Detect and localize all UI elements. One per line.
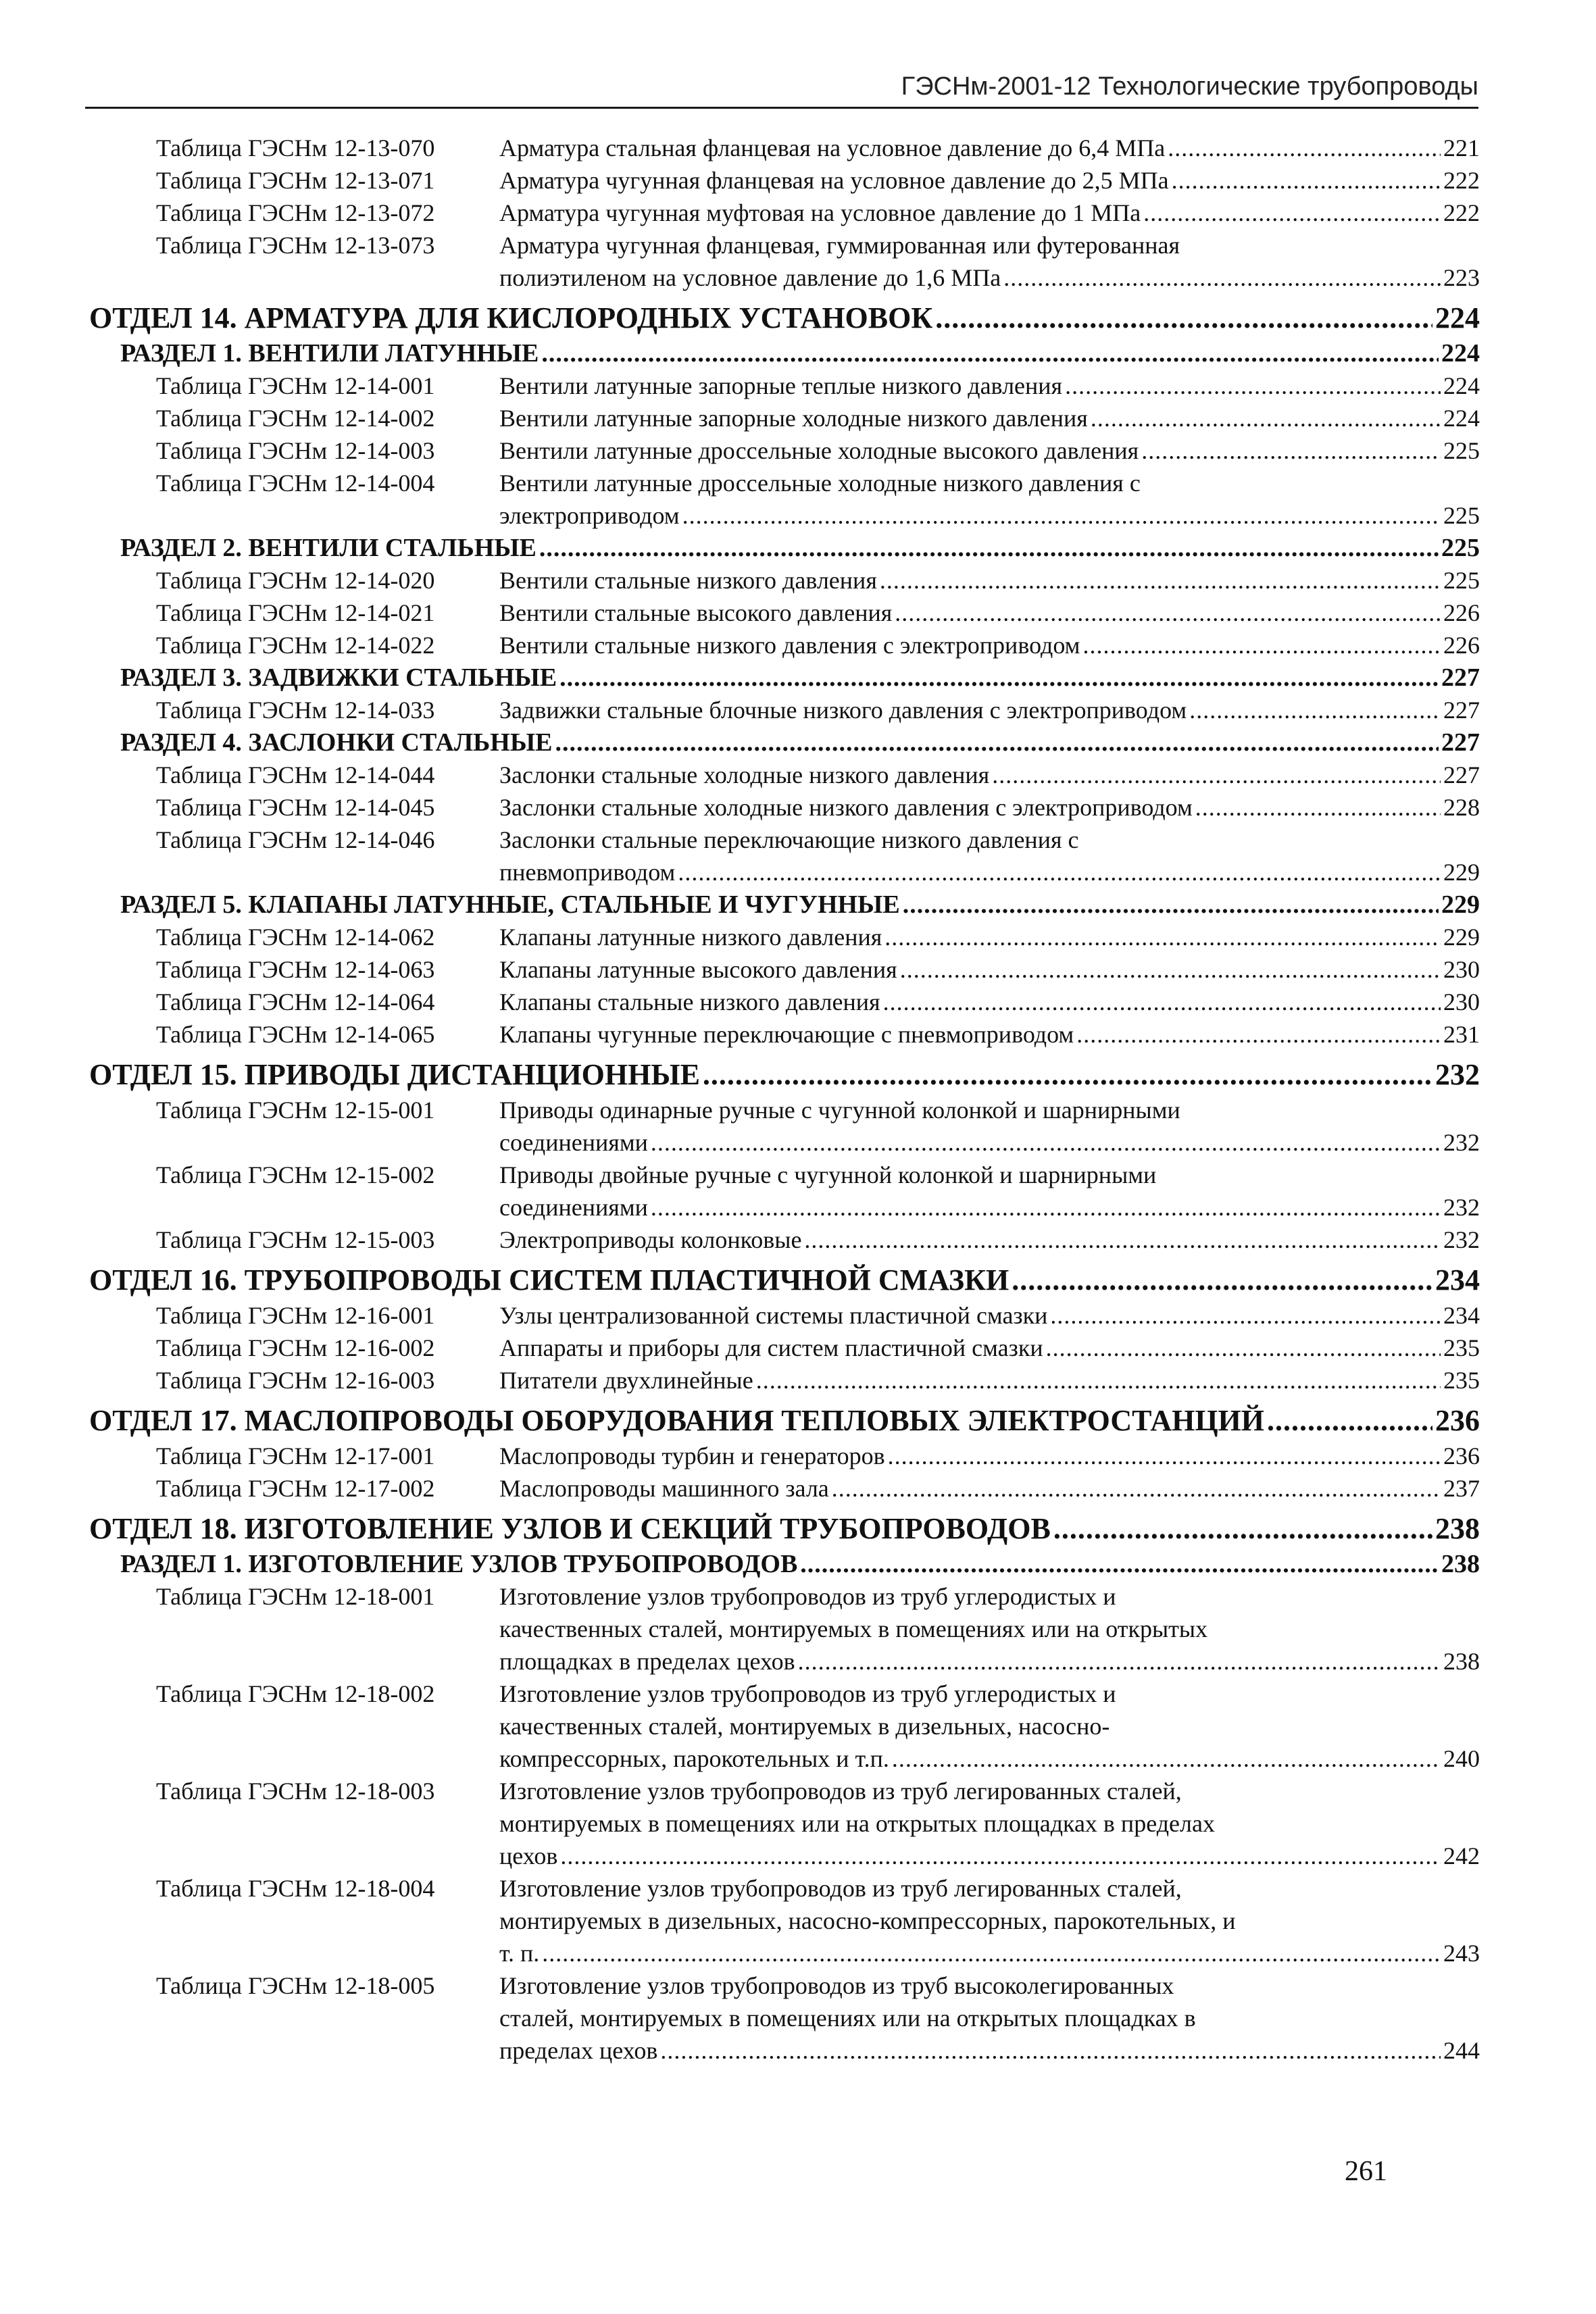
table-code: Таблица ГЭСНм 12-14-063: [156, 956, 435, 983]
table-entry-body: [499, 1224, 1480, 1256]
table-entry-body: [499, 759, 1480, 791]
table-code: Таблица ГЭСНм 12-14-064: [156, 988, 435, 1015]
table-code: Таблица ГЭСНм 12-18-005: [156, 1972, 435, 1999]
table-code: Таблица ГЭСНм 12-18-003: [156, 1778, 435, 1805]
razdel-page-ref: 227: [1441, 663, 1480, 692]
table-code: Таблица ГЭСНм 12-14-003: [156, 437, 435, 464]
table-page-ref: 224: [1443, 372, 1480, 399]
table-title-line: Изготовление узлов трубопроводов из труб углеродистых и: [499, 1583, 1116, 1610]
otdel-page-ref: 236: [1435, 1404, 1480, 1437]
toc-table-entry[interactable]: [89, 402, 1480, 434]
table-code: Таблица ГЭСНм 12-13-071: [156, 167, 435, 194]
table-entry-body: [499, 402, 1480, 434]
table-page-ref: 228: [1443, 794, 1480, 821]
table-entry-body: [499, 1472, 1480, 1505]
table-page-ref: 229: [1443, 924, 1480, 951]
toc-subsection-razdel[interactable]: [89, 726, 1480, 759]
table-page-ref: 229: [1443, 859, 1480, 886]
table-page-ref: 227: [1443, 761, 1480, 788]
table-of-contents: [89, 132, 1480, 2067]
table-code: Таблица ГЭСНм 12-13-072: [156, 199, 435, 226]
table-title: Маслопроводы машинного зала: [499, 1475, 829, 1502]
table-title: Вентили латунные запорные холодные низкого давления: [499, 405, 1088, 432]
dot-leader: [651, 1126, 1441, 1159]
toc-table-entry[interactable]: [89, 921, 1480, 953]
table-line: [499, 597, 1480, 629]
table-title: пределах цехов: [499, 2037, 658, 2064]
table-title: Узлы централизованной системы пластичной смазки: [499, 1302, 1048, 1329]
toc-section-otdel[interactable]: [89, 1056, 1480, 1094]
table-page-ref: 230: [1443, 988, 1480, 1015]
table-line: [499, 164, 1480, 197]
razdel-line: [120, 1548, 1480, 1580]
razdel-title: РАЗДЕЛ 1. ВЕНТИЛИ ЛАТУННЫЕ: [120, 339, 539, 368]
table-entry-body: [499, 986, 1480, 1018]
dot-leader: [542, 1937, 1441, 1969]
table-entry-body: [499, 921, 1480, 953]
table-entry-body: [499, 1332, 1480, 1364]
table-line: [499, 791, 1480, 824]
table-title: Арматура чугунная фланцевая на условное давление до 2,5 МПа: [499, 167, 1169, 194]
toc-section-otdel[interactable]: [89, 1510, 1480, 1548]
table-entry-body: [499, 1018, 1480, 1051]
toc-table-entry[interactable]: [89, 197, 1480, 229]
table-page-ref: 232: [1443, 1226, 1480, 1253]
razdel-line: [120, 337, 1480, 370]
table-title: Вентили стальные низкого давления с электроприводом: [499, 632, 1080, 659]
table-title: Задвижки стальные блочные низкого давления с электроприводом: [499, 697, 1187, 724]
dot-leader: [678, 856, 1441, 888]
otdel-title: ОТДЕЛ 16. ТРУБОПРОВОДЫ СИСТЕМ ПЛАСТИЧНОЙ СМАЗКИ: [89, 1263, 1009, 1297]
toc-table-entry[interactable]: [89, 1872, 1480, 1969]
table-code: Таблица ГЭСНм 12-16-001: [156, 1302, 435, 1329]
toc-table-entry[interactable]: [89, 1224, 1480, 1256]
table-entry-body: [499, 1580, 1480, 1678]
toc-table-entry[interactable]: [89, 1678, 1480, 1775]
toc-table-entry[interactable]: [89, 791, 1480, 824]
toc-table-entry[interactable]: [89, 1580, 1480, 1678]
table-title: Вентили стальные низкого давления: [499, 567, 877, 594]
toc-table-entry[interactable]: [89, 164, 1480, 197]
otdel-title: ОТДЕЛ 18. ИЗГОТОВЛЕНИЕ УЗЛОВ И СЕКЦИЙ ТРУБОПРОВОДОВ: [89, 1512, 1051, 1545]
table-page-ref: 223: [1443, 264, 1480, 291]
table-line: [499, 759, 1480, 791]
razdel-page-ref: 224: [1441, 339, 1480, 368]
razdel-line: [120, 726, 1480, 759]
table-page-ref: 224: [1443, 405, 1480, 432]
dot-leader: [1172, 164, 1441, 197]
razdel-title: РАЗДЕЛ 2. ВЕНТИЛИ СТАЛЬНЫЕ: [120, 534, 537, 562]
table-entry-body: [499, 1775, 1480, 1872]
table-code: Таблица ГЭСНм 12-14-045: [156, 794, 435, 821]
table-code: Таблица ГЭСНм 12-14-021: [156, 599, 435, 626]
otdel-line: [89, 1402, 1480, 1440]
table-title: компрессорных, парокотельных и т.п.: [499, 1745, 889, 1772]
dot-leader: [880, 564, 1441, 597]
table-code: Таблица ГЭСНм 12-15-002: [156, 1161, 435, 1188]
table-line: [499, 1191, 1480, 1224]
table-title: Маслопроводы турбин и генераторов: [499, 1442, 885, 1469]
table-line: [499, 1126, 1480, 1159]
table-title-line: Изготовление узлов трубопроводов из труб легированных сталей,: [499, 1875, 1182, 1902]
table-code: Таблица ГЭСНм 12-18-004: [156, 1875, 435, 1902]
table-title: соединениями: [499, 1194, 648, 1221]
table-code: Таблица ГЭСНм 12-14-044: [156, 761, 435, 788]
table-line: [499, 1472, 1480, 1505]
table-title-line: Изготовление узлов трубопроводов из труб легированных сталей,: [499, 1778, 1182, 1805]
dot-leader: [756, 1364, 1441, 1397]
toc-table-entry[interactable]: [89, 1018, 1480, 1051]
toc-table-entry[interactable]: [89, 1775, 1480, 1872]
table-page-ref: 240: [1443, 1745, 1480, 1772]
toc-table-entry[interactable]: [89, 1364, 1480, 1397]
dot-leader: [1082, 629, 1441, 661]
otdel-page-ref: 224: [1435, 301, 1480, 334]
table-code: Таблица ГЭСНм 12-13-070: [156, 134, 435, 161]
dot-leader: [1050, 1299, 1441, 1332]
toc-table-entry[interactable]: [89, 1332, 1480, 1364]
dot-leader: [798, 1645, 1441, 1678]
table-code: Таблица ГЭСНм 12-16-002: [156, 1334, 435, 1361]
table-line: [499, 1742, 1480, 1775]
table-line: [499, 856, 1480, 888]
table-page-ref: 235: [1443, 1367, 1480, 1394]
table-line: [499, 1018, 1480, 1051]
table-page-ref: 238: [1443, 1648, 1480, 1675]
table-line: [499, 434, 1480, 467]
table-title-line: Приводы одинарные ручные с чугунной колонкой и шарнирными: [499, 1097, 1180, 1124]
table-page-ref: 227: [1443, 697, 1480, 724]
table-line: [499, 1937, 1480, 1969]
toc-table-entry[interactable]: [89, 953, 1480, 986]
table-entry-body: [499, 564, 1480, 597]
dot-leader: [903, 888, 1439, 921]
table-title: Аппараты и приборы для систем пластичной смазки: [499, 1334, 1043, 1361]
table-page-ref: 221: [1443, 134, 1480, 161]
dot-leader: [559, 661, 1439, 694]
table-title: пневмоприводом: [499, 859, 676, 886]
table-line: [499, 1440, 1480, 1472]
otdel-title: ОТДЕЛ 15. ПРИВОДЫ ДИСТАНЦИОННЫЕ: [89, 1058, 700, 1091]
table-line: [499, 1364, 1480, 1397]
table-page-ref: 242: [1443, 1842, 1480, 1869]
otdel-title: ОТДЕЛ 14. АРМАТУРА ДЛЯ КИСЛОРОДНЫХ УСТАНОВОК: [89, 301, 933, 334]
table-entry-body: [499, 434, 1480, 467]
table-code: Таблица ГЭСНм 12-14-022: [156, 632, 435, 659]
razdel-title: РАЗДЕЛ 4. ЗАСЛОНКИ СТАЛЬНЫЕ: [120, 728, 553, 757]
table-line: [499, 1332, 1480, 1364]
table-title: Вентили латунные дроссельные холодные высокого давления: [499, 437, 1139, 464]
table-line: [499, 953, 1480, 986]
dot-leader: [1168, 132, 1441, 164]
razdel-title: РАЗДЕЛ 1. ИЗГОТОВЛЕНИЕ УЗЛОВ ТРУБОПРОВОДОВ: [120, 1550, 798, 1578]
table-page-ref: 226: [1443, 599, 1480, 626]
dot-leader: [651, 1191, 1441, 1224]
table-code: Таблица ГЭСНм 12-14-046: [156, 826, 435, 853]
table-entry-body: [499, 694, 1480, 726]
table-title: Вентили латунные запорные теплые низкого давления: [499, 372, 1063, 399]
toc-table-entry[interactable]: [89, 564, 1480, 597]
table-entry-body: [499, 1299, 1480, 1332]
toc-table-entry[interactable]: [89, 370, 1480, 402]
dot-leader: [895, 597, 1441, 629]
header-rule: [85, 107, 1478, 109]
dot-leader: [935, 299, 1432, 337]
dot-leader: [1076, 1018, 1441, 1051]
table-line: [499, 370, 1480, 402]
toc-table-entry[interactable]: [89, 132, 1480, 164]
page-number: 261: [1345, 2156, 1387, 2187]
dot-leader: [555, 726, 1439, 759]
dot-leader: [1091, 402, 1441, 434]
table-title: Клапаны латунные низкого давления: [499, 924, 882, 951]
table-title-line: качественных сталей, монтируемых в дизельных, насосно-: [499, 1713, 1110, 1740]
dot-leader: [1195, 791, 1441, 824]
table-line: [499, 564, 1480, 597]
table-title: т. п.: [499, 1940, 540, 1967]
table-code: Таблица ГЭСНм 12-15-001: [156, 1097, 435, 1124]
table-entry-body: [499, 229, 1480, 294]
otdel-line: [89, 1261, 1480, 1299]
table-page-ref: 235: [1443, 1334, 1480, 1361]
toc-table-entry[interactable]: [89, 694, 1480, 726]
table-line: [499, 921, 1480, 953]
toc-table-entry[interactable]: [89, 1969, 1480, 2067]
toc-table-entry[interactable]: [89, 629, 1480, 661]
table-entry-body: [499, 791, 1480, 824]
table-page-ref: 244: [1443, 2037, 1480, 2064]
toc-section-otdel[interactable]: [89, 1402, 1480, 1440]
table-title-line: сталей, монтируемых в помещениях или на открытых площадках в: [499, 2005, 1196, 2032]
table-title: Электроприводы колонковые: [499, 1226, 802, 1253]
razdel-title: РАЗДЕЛ 5. КЛАПАНЫ ЛАТУННЫЕ, СТАЛЬНЫЕ И ЧУГУННЫЕ: [120, 890, 900, 919]
dot-leader: [892, 1742, 1441, 1775]
dot-leader: [883, 986, 1441, 1018]
table-title: площадках в пределах цехов: [499, 1648, 795, 1675]
dot-leader: [1012, 1261, 1432, 1299]
dot-leader: [1003, 261, 1441, 294]
table-page-ref: 225: [1443, 567, 1480, 594]
table-line: [499, 499, 1480, 532]
table-title-line: Заслонки стальные переключающие низкого давления с: [499, 826, 1079, 853]
table-entry-body: [499, 629, 1480, 661]
toc-subsection-razdel[interactable]: [89, 1548, 1480, 1580]
table-title: Клапаны латунные высокого давления: [499, 956, 897, 983]
table-line: [499, 986, 1480, 1018]
table-title: Заслонки стальные холодные низкого давления с электроприводом: [499, 794, 1193, 821]
razdel-line: [120, 532, 1480, 564]
toc-table-entry[interactable]: [89, 597, 1480, 629]
table-entry-body: [499, 197, 1480, 229]
table-page-ref: 225: [1443, 437, 1480, 464]
table-code: Таблица ГЭСНм 12-13-073: [156, 232, 435, 259]
table-line: [499, 402, 1480, 434]
table-title-line: монтируемых в помещениях или на открытых площадках в пределах: [499, 1810, 1215, 1837]
otdel-line: [89, 1056, 1480, 1094]
table-entry-body: [499, 467, 1480, 532]
toc-table-entry[interactable]: [89, 434, 1480, 467]
dot-leader: [703, 1056, 1432, 1094]
table-page-ref: 225: [1443, 502, 1480, 529]
table-entry-body: [499, 1678, 1480, 1775]
dot-leader: [682, 499, 1441, 532]
table-entry-body: [499, 1872, 1480, 1969]
dot-leader: [888, 1440, 1441, 1472]
table-page-ref: 234: [1443, 1302, 1480, 1329]
table-line: [499, 197, 1480, 229]
table-code: Таблица ГЭСНм 12-14-004: [156, 470, 435, 497]
table-code: Таблица ГЭСНм 12-14-020: [156, 567, 435, 594]
otdel-title: ОТДЕЛ 17. МАСЛОПРОВОДЫ ОБОРУДОВАНИЯ ТЕПЛОВЫХ ЭЛЕКТРОСТАНЦИЙ: [89, 1404, 1264, 1437]
table-line: [499, 1645, 1480, 1678]
table-title: соединениями: [499, 1129, 648, 1156]
table-title-line: Изготовление узлов трубопроводов из труб высоколегированных: [499, 1972, 1174, 1999]
dot-leader: [1065, 370, 1441, 402]
table-code: Таблица ГЭСНм 12-18-001: [156, 1583, 435, 1610]
table-line: [499, 694, 1480, 726]
razdel-page-ref: 227: [1441, 728, 1480, 757]
table-title-line: Вентили латунные дроссельные холодные низкого давления с: [499, 470, 1141, 497]
table-title-line: качественных сталей, монтируемых в помещениях или на открытых: [499, 1615, 1208, 1642]
dot-leader: [800, 1548, 1439, 1580]
table-title-line: Арматура чугунная фланцевая, гуммированная или футерованная: [499, 232, 1180, 259]
table-entry-body: [499, 1159, 1480, 1224]
table-title: Клапаны чугунные переключающие с пневмоприводом: [499, 1021, 1074, 1048]
table-title: Вентили стальные высокого давления: [499, 599, 893, 626]
dot-leader: [660, 2034, 1441, 2067]
otdel-page-ref: 238: [1435, 1512, 1480, 1545]
table-code: Таблица ГЭСНм 12-15-003: [156, 1226, 435, 1253]
toc-table-entry[interactable]: [89, 1472, 1480, 1505]
razdel-page-ref: 238: [1441, 1550, 1480, 1578]
otdel-page-ref: 232: [1435, 1058, 1480, 1091]
razdel-line: [120, 661, 1480, 694]
toc-table-entry[interactable]: [89, 229, 1480, 294]
dot-leader: [1143, 197, 1441, 229]
dot-leader: [1189, 694, 1441, 726]
table-code: Таблица ГЭСНм 12-14-001: [156, 372, 435, 399]
toc-subsection-razdel[interactable]: [89, 532, 1480, 564]
razdel-page-ref: 225: [1441, 534, 1480, 562]
table-line: [499, 1224, 1480, 1256]
dot-leader: [832, 1472, 1441, 1505]
table-entry-body: [499, 953, 1480, 986]
dot-leader: [1141, 434, 1441, 467]
table-line: [499, 629, 1480, 661]
table-line: [499, 1840, 1480, 1872]
table-page-ref: 222: [1443, 167, 1480, 194]
table-page-ref: 236: [1443, 1442, 1480, 1469]
table-title: электроприводом: [499, 502, 680, 529]
toc-section-otdel[interactable]: [89, 1261, 1480, 1299]
table-code: Таблица ГЭСНм 12-16-003: [156, 1367, 435, 1394]
table-title: Клапаны стальные низкого давления: [499, 988, 880, 1015]
table-entry-body: [499, 1440, 1480, 1472]
toc-table-entry[interactable]: [89, 1159, 1480, 1224]
table-entry-body: [499, 597, 1480, 629]
table-code: Таблица ГЭСНм 12-17-002: [156, 1475, 435, 1502]
toc-table-entry[interactable]: [89, 824, 1480, 888]
razdel-page-ref: 229: [1441, 890, 1480, 919]
razdel-title: РАЗДЕЛ 3. ЗАДВИЖКИ СТАЛЬНЫЕ: [120, 663, 557, 692]
table-line: [499, 1299, 1480, 1332]
table-code: Таблица ГЭСНм 12-14-062: [156, 924, 435, 951]
dot-leader: [1046, 1332, 1441, 1364]
dot-leader: [884, 921, 1441, 953]
dot-leader: [541, 337, 1439, 370]
table-line: [499, 261, 1480, 294]
toc-table-entry[interactable]: [89, 986, 1480, 1018]
table-page-ref: 232: [1443, 1129, 1480, 1156]
table-entry-body: [499, 1969, 1480, 2067]
dot-leader: [804, 1224, 1441, 1256]
table-title-line: Изготовление узлов трубопроводов из труб углеродистых и: [499, 1680, 1116, 1707]
table-entry-body: [499, 164, 1480, 197]
table-title: цехов: [499, 1842, 558, 1869]
table-title: Арматура чугунная муфтовая на условное давление до 1 МПа: [499, 199, 1141, 226]
dot-leader: [560, 1840, 1441, 1872]
table-title: Арматура стальная фланцевая на условное давление до 6,4 МПа: [499, 134, 1166, 161]
table-line: [499, 2034, 1480, 2067]
table-code: Таблица ГЭСНм 12-14-033: [156, 697, 435, 724]
toc-section-otdel[interactable]: [89, 299, 1480, 337]
table-entry-body: [499, 1094, 1480, 1159]
table-entry-body: [499, 824, 1480, 888]
otdel-line: [89, 1510, 1480, 1548]
table-page-ref: 222: [1443, 199, 1480, 226]
dot-leader: [539, 532, 1439, 564]
table-title: Питатели двухлинейные: [499, 1367, 753, 1394]
toc-table-entry[interactable]: [89, 467, 1480, 532]
table-line: [499, 132, 1480, 164]
toc-table-entry[interactable]: [89, 1094, 1480, 1159]
toc-table-entry[interactable]: [89, 759, 1480, 791]
otdel-line: [89, 299, 1480, 337]
dot-leader: [992, 759, 1441, 791]
table-page-ref: 231: [1443, 1021, 1480, 1048]
table-entry-body: [499, 370, 1480, 402]
table-code: Таблица ГЭСНм 12-18-002: [156, 1680, 435, 1707]
table-page-ref: 226: [1443, 632, 1480, 659]
table-entry-body: [499, 1364, 1480, 1397]
running-header: ГЭСНм-2001-12 Технологические трубопроводы: [901, 72, 1478, 101]
table-entry-body: [499, 132, 1480, 164]
otdel-page-ref: 234: [1435, 1263, 1480, 1297]
table-title-line: Приводы двойные ручные с чугунной колонкой и шарнирными: [499, 1161, 1157, 1188]
toc-subsection-razdel[interactable]: [89, 337, 1480, 370]
table-page-ref: 237: [1443, 1475, 1480, 1502]
toc-subsection-razdel[interactable]: [89, 661, 1480, 694]
table-title-line: монтируемых в дизельных, насосно-компрессорных, парокотельных, и: [499, 1907, 1236, 1934]
toc-table-entry[interactable]: [89, 1299, 1480, 1332]
dot-leader: [1267, 1402, 1432, 1440]
table-title: полиэтиленом на условное давление до 1,6 МПа: [499, 264, 1001, 291]
table-page-ref: 232: [1443, 1194, 1480, 1221]
table-page-ref: 243: [1443, 1940, 1480, 1967]
razdel-line: [120, 888, 1480, 921]
table-title: Заслонки стальные холодные низкого давления: [499, 761, 990, 788]
table-code: Таблица ГЭСНм 12-14-065: [156, 1021, 435, 1048]
table-code: Таблица ГЭСНм 12-17-001: [156, 1442, 435, 1469]
toc-subsection-razdel[interactable]: [89, 888, 1480, 921]
toc-table-entry[interactable]: [89, 1440, 1480, 1472]
table-code: Таблица ГЭСНм 12-14-002: [156, 405, 435, 432]
dot-leader: [1053, 1510, 1432, 1548]
table-page-ref: 230: [1443, 956, 1480, 983]
dot-leader: [900, 953, 1441, 986]
